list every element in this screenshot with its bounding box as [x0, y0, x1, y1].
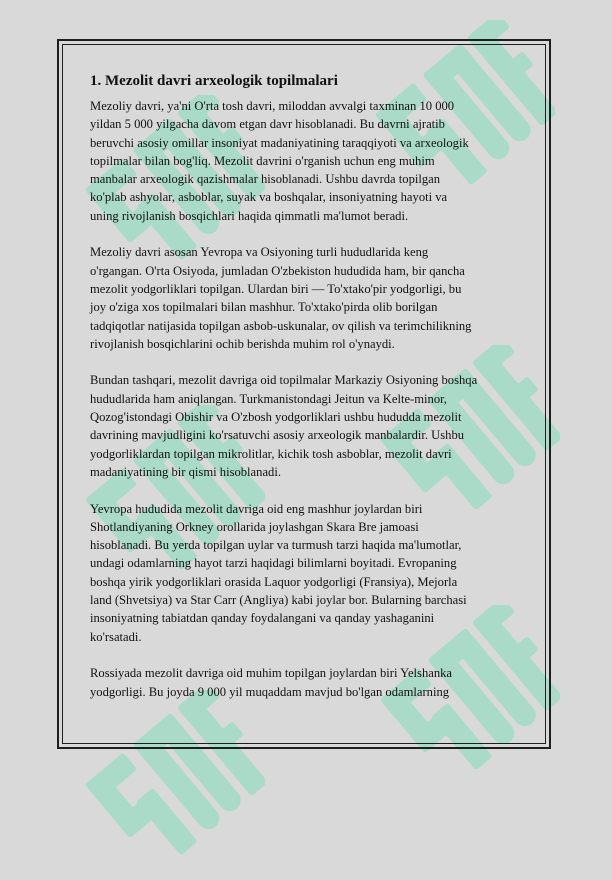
paragraph-line: hisoblanadi. Bu yerda topilgan uylar va turmush tarzi haqida ma'lumotlar, — [90, 538, 462, 553]
document-content — [90, 72, 526, 719]
paragraph-line: joy o'ziga xos topilmalari bilan mashhur. To'xtako'pirda olib borilgan — [90, 300, 438, 315]
paragraph-line: manbalar arxeologik qazishmalar hisoblanadi. Ushbu davrda topilgan — [90, 172, 441, 187]
paragraph — [90, 243, 526, 353]
paragraph-line: yodgorliklardan topilgan mikrolitlar, kichik tosh asboblar, mezolit davri — [90, 446, 452, 461]
paragraph-line: Bundan tashqari, mezolit davriga oid topilmalar Markaziy Osiyoning boshqa — [90, 373, 478, 388]
paragraph-line: tadqiqotlar natijasida topilgan asbob-uskunalar, ov qilish va terimchilikning — [90, 318, 472, 333]
section-title: 1. Mezolit davri arxeologik topilmalari — [90, 73, 338, 89]
paragraph-line: topilmalar bilan bog'liq. Mezolit davrini o'rganish uchun eng muhim — [90, 153, 435, 168]
paragraph-line: mezolit yodgorliklari topilgan. Ulardan biri — To'xtako'pir yodgorligi, bu — [90, 281, 462, 296]
paragraph-line: yodgorligi. Bu joyda 9 000 yil muqaddam mavjud bo'lgan odamlarning — [90, 684, 450, 699]
paragraph-line: beruvchi asosiy omillar insoniyat madaniyatining taraqqiyoti va arxeologik — [90, 135, 469, 150]
paragraph-line: insoniyatning tabiatdan qanday foydalangani va qanday yashaganini — [90, 611, 435, 626]
paragraph-line: uning rivojlanish bosqichlari haqida qimmatli ma'lumot beradi. — [90, 208, 409, 223]
paragraph — [90, 371, 526, 481]
paragraph — [90, 500, 526, 646]
paragraph-line: o'rgangan. O'rta Osiyoda, jumladan O'zbekiston hududida ham, bir qancha — [90, 263, 465, 278]
paragraph-line: hududlarida ham aniqlangan. Turkmanistondagi Jeitun va Kelte-minor, — [90, 391, 447, 406]
paragraph — [90, 664, 526, 701]
paragraph-line: Mezoliy davri, ya'ni O'rta tosh davri, miloddan avvalgi taxminan 10 000 — [90, 99, 455, 113]
paragraph-line: boshqa yirik yodgorliklari orasida Laquor yodgorligi (Fransiya), Mejorla — [90, 574, 458, 589]
paragraph-list — [90, 97, 526, 701]
paragraph-line: Yevropa hududida mezolit davriga oid eng mashhur joylardan biri — [90, 501, 423, 516]
paragraph-line: land (Shvetsiya) va Star Carr (Angliya) kabi joylar bor. Bularning barchasi — [90, 593, 467, 608]
paragraph-line: Shotlandiyaning Orkney orollarida joylashgan Skara Bre jamoasi — [90, 519, 419, 534]
paragraph-line: ko'rsatadi. — [90, 629, 142, 644]
paragraph-line: yildan 5 000 yilgacha davom etgan davr hisoblanadi. Bu davrni ajratib — [90, 117, 445, 132]
paragraph-line: Rossiyada mezolit davriga oid muhim topilgan joylardan biri Yelshanka — [90, 666, 453, 681]
paragraph-line: madaniyatining bir qismi hisoblanadi. — [90, 464, 281, 479]
paragraph-line: ko'plab ashyolar, asboblar, suyak va boshqalar, insoniyatning hayoti va — [90, 190, 448, 205]
paragraph-line: davrining mavjudligini ko'rsatuvchi asosiy arxeologik manbalardir. Ushbu — [90, 428, 465, 443]
paragraph — [90, 97, 526, 225]
paragraph-line: rivojlanish bosqichlarini ochib berishda muhim rol o'ynaydi. — [90, 336, 395, 351]
paragraph-line: Mezoliy davri asosan Yevropa va Osiyoning turli hududlarida keng — [90, 245, 429, 260]
paragraph-line: Qozog'istondagi Obishir va O'zbosh yodgorliklari ushbu hududda mezolit — [90, 410, 462, 425]
paragraph-line: undagi odamlarning hayot tarzi haqidagi bilimlarni boyitadi. Evropaning — [90, 556, 457, 571]
